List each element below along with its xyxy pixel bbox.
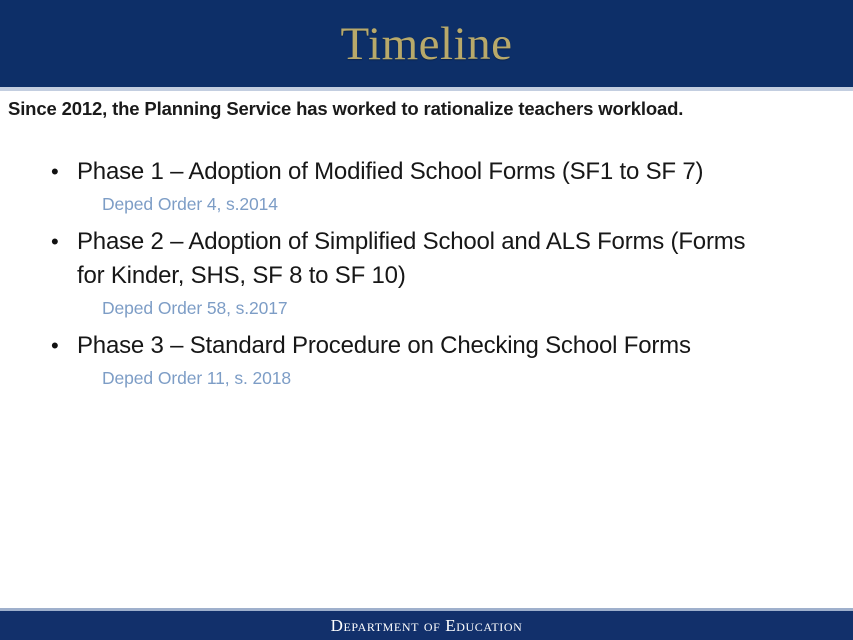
footer-organization-label: Department of Education [330, 615, 523, 635]
list-item [0, 225, 853, 321]
header-underline-rule [0, 87, 853, 91]
bullet-text: Phase 2 – Adoption of Simplified School and ALS Forms (Forms for Kinder, SHS, SF 8 to SF 10) [77, 228, 746, 289]
slide-subtitle: Since 2012, the Planning Service has worked to rationalize teachers workload. [8, 98, 684, 119]
bullet-subnote: Deped Order 11, s. 2018 [102, 368, 292, 388]
bullet-row [0, 329, 853, 363]
bullet-subnote: Deped Order 4, s.2014 [102, 194, 278, 214]
bullet-text: Phase 3 – Standard Procedure on Checking School Forms [77, 332, 691, 359]
bullet-row [0, 225, 853, 293]
list-item [0, 155, 853, 217]
bullet-subnote: Deped Order 58, s.2017 [102, 298, 288, 318]
slide-title: Timeline [340, 17, 513, 70]
bullet-text: Phase 1 – Adoption of Modified School Forms (SF1 to SF 7) [77, 158, 704, 185]
list-item [0, 329, 853, 391]
bullet-row [0, 155, 853, 189]
bullet-dot-icon: • [51, 333, 59, 358]
bullet-dot-icon: • [51, 229, 59, 254]
bullet-list [0, 155, 853, 399]
bullet-dot-icon: • [51, 159, 59, 184]
